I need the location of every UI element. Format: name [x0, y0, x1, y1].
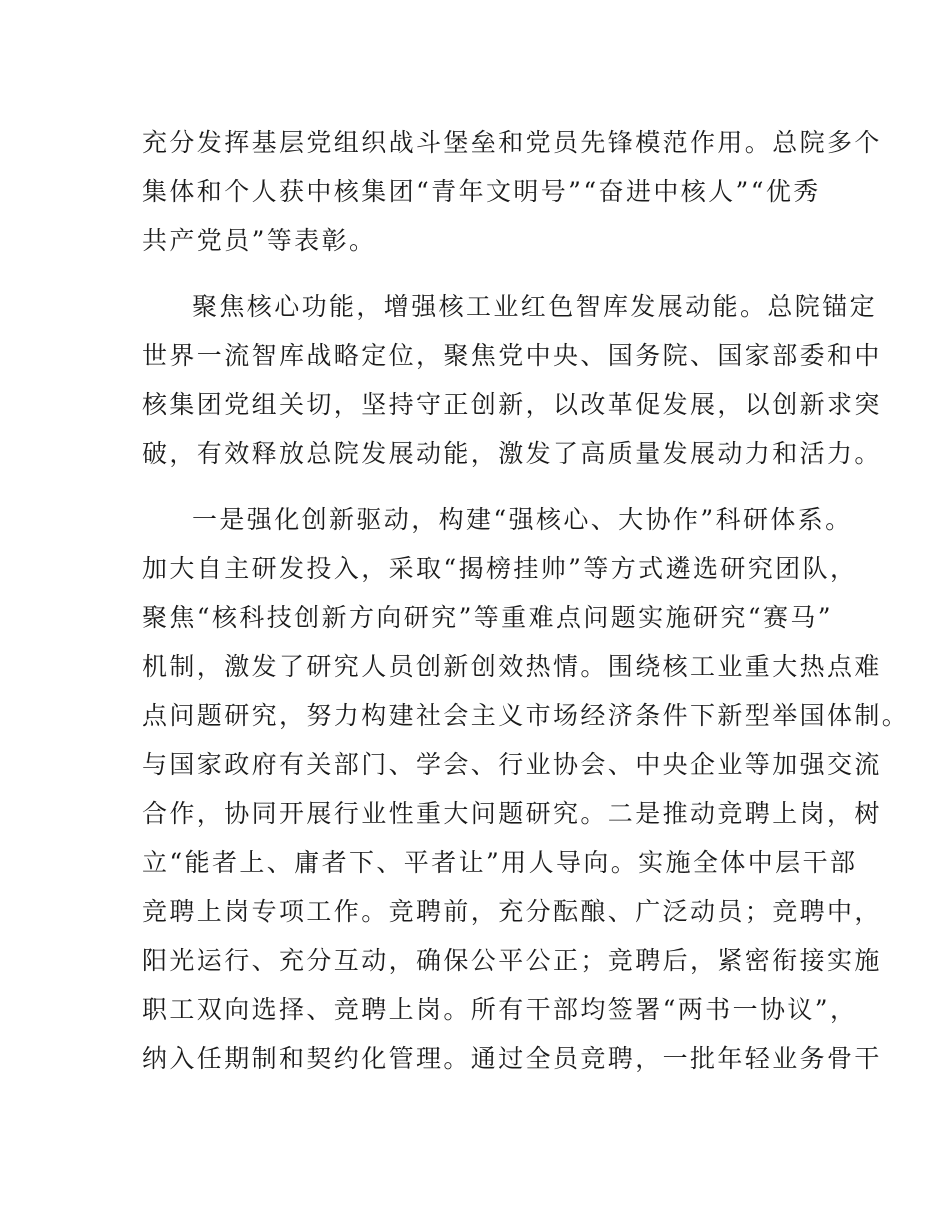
text-line: 充分发挥基层党组织战斗堡垒和党员先锋模范作用。总院多个: [142, 128, 882, 157]
text-line: 世界一流智库战略定位，聚焦党中央、国务院、国家部委和中: [142, 341, 882, 370]
text-line: 加大自主研发投入，采取“揭榜挂帅”等方式遴选研究团队，: [142, 554, 858, 583]
text-line: 与国家政府有关部门、学会、行业协会、中央企业等加强交流: [142, 750, 882, 779]
text-line: 共产党员”等表彰。: [142, 226, 377, 255]
text-line: 阳光运行、充分互动，确保公平公正；竞聘后，紧密衔接实施: [142, 946, 882, 975]
text-line: 立“能者上、庸者下、平者让”用人导向。实施全体中层干部: [142, 848, 858, 877]
text-line: 纳入任期制和契约化管理。通过全员竞聘，一批年轻业务骨干: [142, 1044, 882, 1073]
text-line: 破，有效释放总院发展动能，激发了高质量发展动力和活力。: [142, 439, 882, 468]
text-line: 一是强化创新驱动，构建“强核心、大协作”科研体系。: [192, 505, 853, 534]
text-line: 集体和个人获中核集团“青年文明号”“奋进中核人”“优秀: [142, 177, 821, 206]
text-line: 点问题研究，努力构建社会主义市场经济条件下新型举国体制。: [142, 701, 910, 730]
text-line: 职工双向选择、竞聘上岗。所有干部均签署“两书一协议”，: [142, 995, 858, 1024]
text-line: 聚焦核心功能，增强核工业红色智库发展动能。总院锚定: [192, 292, 878, 321]
text-line: 机制，激发了研究人员创新创效热情。围绕核工业重大热点难: [142, 652, 882, 681]
text-line: 合作，协同开展行业性重大问题研究。二是推动竞聘上岗，树: [142, 799, 882, 828]
text-line: 核集团党组关切，坚持守正创新，以改革促发展，以创新求突: [142, 390, 882, 419]
text-line: 竞聘上岗专项工作。竞聘前，充分酝酿、广泛动员；竞聘中，: [142, 897, 882, 926]
text-line: 聚焦“核科技创新方向研究”等重难点问题实施研究“赛马”: [142, 603, 833, 632]
